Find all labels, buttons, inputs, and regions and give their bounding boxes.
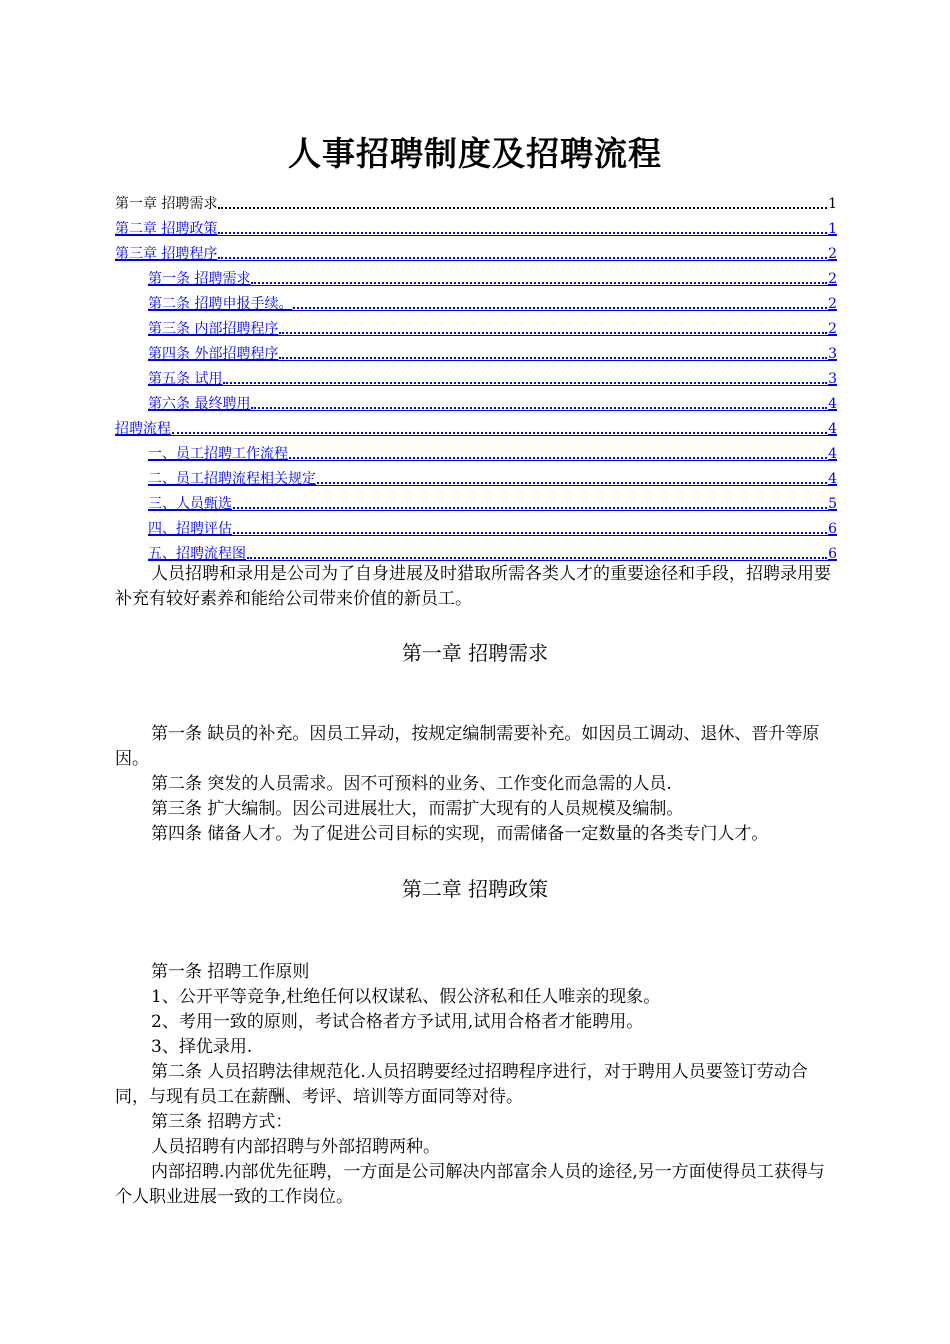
toc-entry[interactable] <box>115 213 837 238</box>
toc-dot-leader <box>251 407 827 409</box>
toc-dot-leader <box>317 482 827 484</box>
toc-entry-label: 第五条 试用 <box>148 371 223 387</box>
chapter1-paragraph: 第二条 突发的人员需求。因不可预料的业务、工作变化而急需的人员. <box>151 774 672 794</box>
toc-entry[interactable] <box>115 513 837 538</box>
toc-dot-leader <box>233 532 827 534</box>
toc-entry-page-number: 3 <box>828 371 837 387</box>
toc-entry[interactable] <box>115 388 837 413</box>
chapter2-paragraph: 第二条 人员招聘法律规范化.人员招聘要经过招聘程序进行，对于聘用人员要签订劳动合同，与现有员工在薪酬、考评、培训等方面同等对待。 <box>115 1062 808 1107</box>
toc-dot-leader <box>293 307 827 309</box>
toc-entry-label: 第二条 招聘申报手续。 <box>148 296 293 312</box>
toc-entry-page-number: 6 <box>828 546 837 562</box>
toc-entry-page-number: 1 <box>828 196 837 212</box>
toc-entry[interactable] <box>115 238 837 263</box>
chapter2-paragraph: 人员招聘有内部招聘与外部招聘两种。 <box>151 1137 440 1157</box>
toc-entry-page-number: 2 <box>828 246 837 262</box>
toc-entry-label: 第一条 招聘需求 <box>148 271 251 287</box>
chapter1-body <box>115 722 837 847</box>
toc-entry-page-number: 4 <box>828 446 837 462</box>
toc-entry[interactable] <box>115 438 837 463</box>
chapter2-paragraph: 内部招聘.内部优先征聘，一方面是公司解决内部富余人员的途径,另一方面使得员工获得与个人职业进展一致的工作岗位。 <box>115 1162 825 1207</box>
toc-entry[interactable] <box>115 263 837 288</box>
toc-entry-page-number: 2 <box>828 271 837 287</box>
toc-entry-label: 三、人员甄选 <box>148 496 232 512</box>
chapter2-heading: 第二章 招聘政策 <box>401 877 549 901</box>
toc-entry-page-number: 5 <box>828 496 837 512</box>
toc-entry-label: 五、招聘流程图 <box>148 546 246 562</box>
toc-entry-page-number: 3 <box>828 346 837 362</box>
document-title: 人事招聘制度及招聘流程 <box>288 134 662 173</box>
chapter1-paragraph: 第四条 储备人才。为了促进公司目标的实现，而需储备一定数量的各类专门人才。 <box>151 824 769 844</box>
toc-entry[interactable] <box>115 338 837 363</box>
toc-entry[interactable] <box>115 313 837 338</box>
toc-entry-page-number: 6 <box>828 521 837 537</box>
toc-entry-label: 第二章 招聘政策 <box>115 221 218 237</box>
table-of-contents <box>115 188 837 563</box>
toc-entry-label: 二、员工招聘流程相关规定 <box>148 471 316 487</box>
toc-entry[interactable] <box>115 488 837 513</box>
toc-entry-label: 第三条 内部招聘程序 <box>148 321 279 337</box>
toc-entry-page-number: 4 <box>828 421 837 437</box>
toc-dot-leader <box>172 432 827 434</box>
toc-entry[interactable] <box>115 363 837 388</box>
toc-entry-label: 第三章 招聘程序 <box>115 246 218 262</box>
chapter2-paragraph: 3、择优录用. <box>151 1037 253 1057</box>
toc-entry-label: 第六条 最终聘用 <box>148 396 251 412</box>
toc-entry-label: 招聘流程 <box>115 421 171 437</box>
toc-entry-label: 一、员工招聘工作流程 <box>148 446 288 462</box>
toc-entry-page-number: 4 <box>828 396 837 412</box>
toc-entry-page-number: 1 <box>828 221 837 237</box>
toc-dot-leader <box>233 507 827 509</box>
toc-dot-leader <box>279 357 827 359</box>
chapter1-heading: 第一章 招聘需求 <box>401 641 549 665</box>
toc-dot-leader <box>279 332 827 334</box>
chapter2-paragraph: 2、考用一致的原则，考试合格者方予试用,试用合格者才能聘用。 <box>151 1012 644 1032</box>
chapter2-paragraph: 第三条 招聘方式： <box>151 1112 293 1132</box>
toc-dot-leader <box>218 207 827 209</box>
toc-entry-page-number: 4 <box>828 471 837 487</box>
chapter2-body <box>115 960 837 1210</box>
toc-dot-leader <box>223 382 827 384</box>
intro-paragraph: 人员招聘和录用是公司为了自身进展及时猎取所需各类人才的重要途径和手段，招聘录用要补充有较好素养和能给公司带来价值的新员工。 <box>115 564 831 609</box>
chapter2-paragraph: 第一条 招聘工作原则 <box>151 962 310 982</box>
chapter2-paragraph: 1、公开平等竞争,杜绝任何以权谋私、假公济私和任人唯亲的现象。 <box>151 987 661 1007</box>
chapter1-paragraph: 第一条 缺员的补充。因员工异动，按规定编制需要补充。如因员工调动、退休、晋升等原因。 <box>115 724 820 769</box>
toc-entry-page-number: 2 <box>828 296 837 312</box>
toc-entry[interactable] <box>115 413 837 438</box>
toc-entry[interactable] <box>115 288 837 313</box>
toc-dot-leader <box>218 257 827 259</box>
toc-entry-label: 四、招聘评估 <box>148 521 232 537</box>
toc-entry[interactable] <box>115 463 837 488</box>
intro-section <box>115 562 837 612</box>
toc-entry[interactable] <box>115 538 837 563</box>
toc-dot-leader <box>247 557 827 559</box>
chapter1-paragraph: 第三条 扩大编制。因公司进展壮大，而需扩大现有的人员规模及编制。 <box>151 799 684 819</box>
toc-entry-page-number: 2 <box>828 321 837 337</box>
toc-dot-leader <box>218 232 827 234</box>
toc-dot-leader <box>251 282 827 284</box>
toc-entry-label: 第一章 招聘需求 <box>115 196 218 212</box>
toc-dot-leader <box>289 457 827 459</box>
toc-entry <box>115 188 837 213</box>
toc-entry-label: 第四条 外部招聘程序 <box>148 346 279 362</box>
